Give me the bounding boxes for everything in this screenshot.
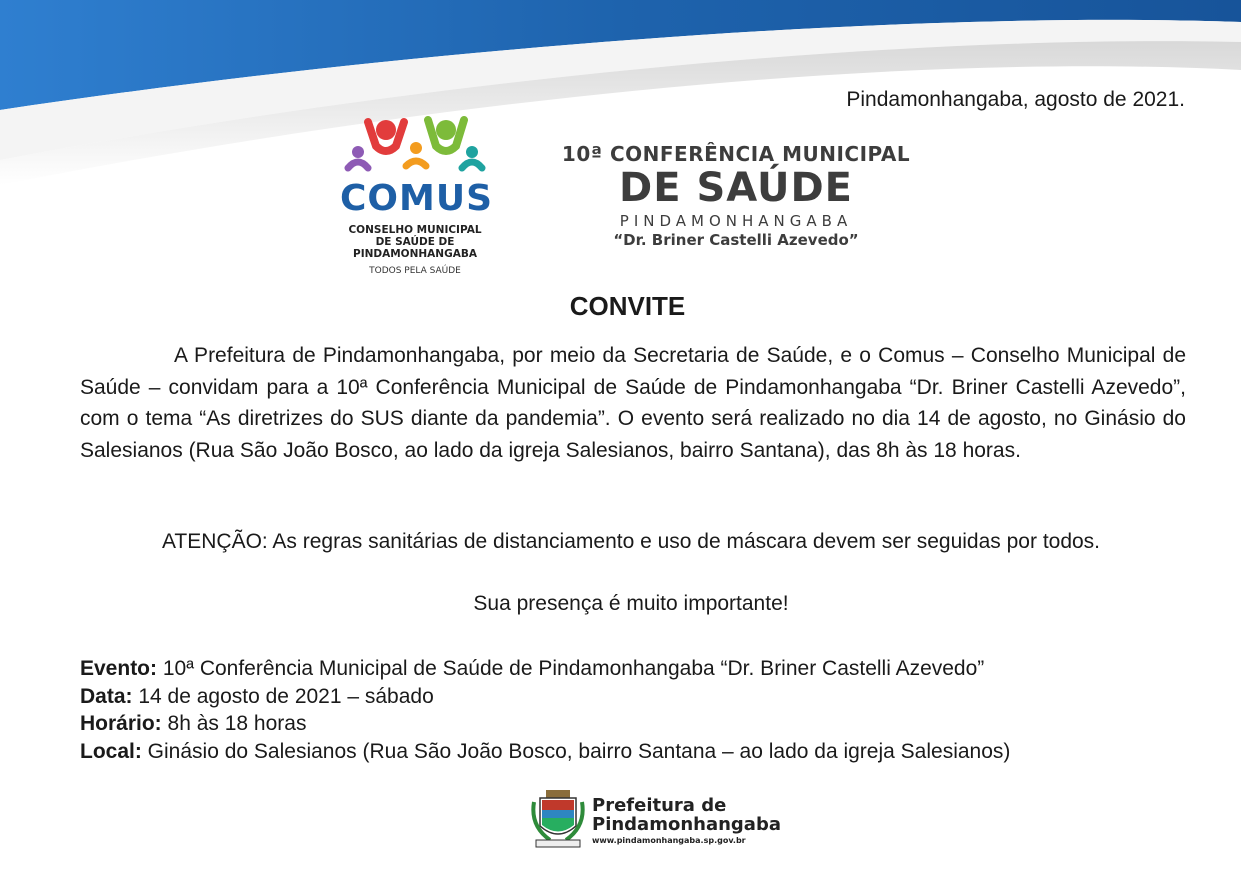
prefeitura-name: Prefeitura de Pindamonhangaba [592, 795, 781, 835]
comus-logo-wordmark: COMUS [340, 178, 494, 219]
comus-logo [340, 112, 494, 282]
detail-label: Data: [80, 684, 133, 708]
conference-logo-line4: “Dr. Briner Castelli Azevedo” [613, 231, 859, 249]
invitation-body: A Prefeitura de Pindamonhangaba, por meio da Secretaria de Saúde, e o Comus – Conselho Municipal de Saúde – convidam para a 10ª Conferência Municipal de Saúde de Pindamonhangaba “Dr. Briner Castelli Azevedo”, com o tema “As diretrizes do SUS diante da pandemia”. O evento será realizado no dia 14 de agosto, no Ginásio do Salesianos (Rua São João Bosco, ao lado da igreja Salesianos, bairro Santana), das 8h às 18 horas. [80, 344, 1186, 462]
detail-value: 8h às 18 horas [161, 712, 307, 735]
conference-logo-line1: 10ª CONFERÊNCIA MUNICIPAL [561, 142, 911, 166]
detail-row-event [80, 655, 1190, 683]
conference-logo-line2: DE SAÚDE [619, 165, 853, 211]
comus-logo-subtitle: CONSELHO MUNICIPAL DE SAÚDE DE PINDAMONHANGABA [348, 224, 482, 260]
detail-value: Ginásio do Salesianos (Rua São João Bosco, bairro Santana – ao lado da igreja Salesianos) [141, 739, 1011, 763]
detail-row-time [80, 710, 1190, 738]
attention-notice: ATENÇÃO: As regras sanitárias de distanciamento e uso de máscara devem ser seguidas por todos. [161, 530, 1101, 553]
comus-logo-tagline: TODOS PELA SAÚDE [369, 266, 461, 276]
comus-people-icon [344, 112, 486, 174]
conference-logo-line3: PINDAMONHANGABA [619, 212, 853, 230]
conference-logo [556, 142, 916, 249]
date-line: Pindamonhangaba, agosto de 2021. [846, 88, 1185, 111]
detail-value: 14 de agosto de 2021 – sábado [132, 684, 434, 708]
event-details [80, 655, 1190, 765]
prefeitura-logo [528, 788, 781, 852]
document-title: CONVITE [569, 291, 686, 321]
detail-row-location [80, 738, 1190, 766]
detail-label: Horário: [80, 712, 162, 735]
detail-label: Local: [80, 739, 142, 763]
presence-note: Sua presença é muito importante! [473, 592, 789, 615]
prefeitura-url: www.pindamonhangaba.sp.gov.br [592, 836, 746, 845]
detail-row-date [80, 683, 1190, 711]
detail-label: Evento: [80, 657, 158, 680]
detail-value: 10ª Conferência Municipal de Saúde de Pindamonhangaba “Dr. Briner Castelli Azevedo” [157, 657, 985, 680]
coat-of-arms-icon [528, 788, 588, 852]
